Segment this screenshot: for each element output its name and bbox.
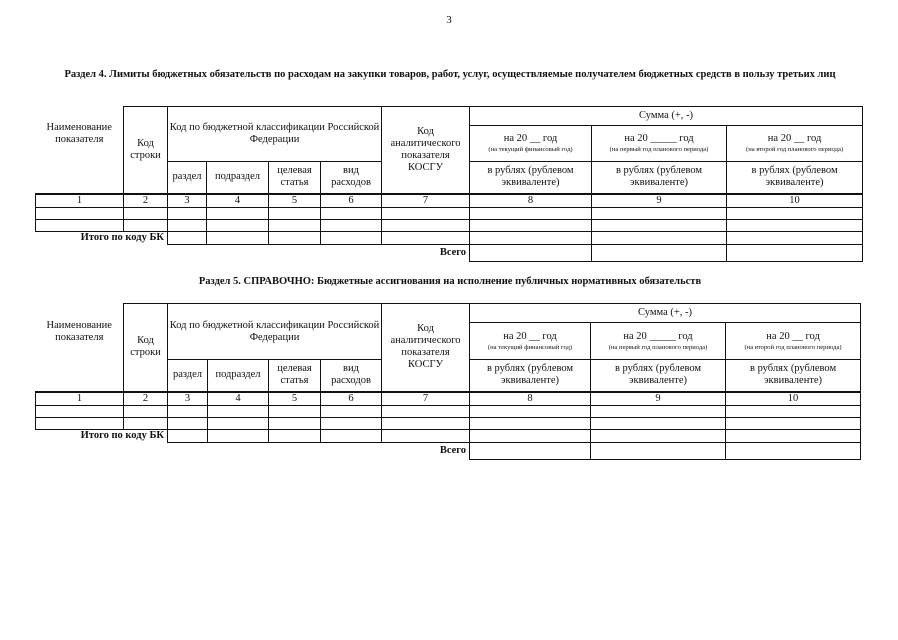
itogo-row [36,430,861,443]
header-kosgu: Код аналитического показателя КОСГУ [382,304,470,392]
vsego-label: Всего [439,246,467,258]
header-bk: Код по бюджетной классификации Российской Федерации [168,107,382,162]
col-num: 10 [727,194,863,208]
section-4-title: Раздел 4. Лимиты бюджетных обязательств по расходам на закупки товаров, работ, услуг, осуществляемые получателем бюджетных средств в пользу третьих лиц [64,69,836,80]
section-4-table [35,106,863,262]
header-rub-2: в рублях (рублевом эквиваленте) [591,360,726,392]
vsego-row [36,244,863,261]
header-code: Код строки [124,304,168,392]
header-year-2: на 20 _____ год (на первый год планового периода) [592,126,727,162]
col-num: 9 [591,392,726,406]
itogo-row [36,232,863,245]
col-num: 8 [470,392,591,406]
header-name-spacer [36,360,124,392]
column-numbers-row [36,392,861,406]
header-sum: Сумма (+, -) [470,107,863,126]
header-name: Наименование показателя [46,122,112,145]
header-razdel: раздел [168,162,207,194]
column-numbers-row [36,194,863,208]
header-year-3: на 20 __ год (на второй год планового периода) [726,323,861,360]
col-num: 2 [124,194,168,208]
table-row [36,406,861,418]
header-razdel: раздел [168,360,208,392]
col-num: 3 [168,392,208,406]
header-year-2: на 20 _____ год (на первый год планового периода) [591,323,726,360]
header-rub-3: в рублях (рублевом эквиваленте) [726,360,861,392]
header-podrazdel: подраздел [208,360,269,392]
header-rub-2: в рублях (рублевом эквиваленте) [592,162,727,194]
col-num: 2 [124,392,168,406]
header-name: Наименование показателя [46,319,112,343]
vsego-label: Всего [439,444,467,456]
header-tselevaya: целевая статья [269,360,321,392]
header-rub-1: в рублях (рублевом эквиваленте) [470,162,592,194]
header-year-1: на 20 __ год (на текущий финансовый год) [470,126,592,162]
col-num: 6 [321,194,382,208]
header-tselevaya: целевая статья [269,162,321,194]
col-num: 7 [382,194,470,208]
col-num: 8 [470,194,592,208]
header-vid: вид расходов [321,162,382,194]
table-row [36,220,863,232]
header-vid: вид расходов [321,360,382,392]
page-number: 3 [446,14,452,26]
table-row [36,208,863,220]
col-num: 4 [207,194,269,208]
header-rub-3: в рублях (рублевом эквиваленте) [727,162,863,194]
col-num: 3 [168,194,207,208]
header-rub-1: в рублях (рублевом эквиваленте) [470,360,591,392]
col-num: 1 [36,392,124,406]
section-5-title: Раздел 5. СПРАВОЧНО: Бюджетные ассигнования на исполнение публичных нормативных обязательств [198,276,702,287]
col-num: 9 [592,194,727,208]
vsego-row [36,442,861,459]
header-year-1: на 20 __ год (на текущий финансовый год) [470,323,591,360]
table-row [36,418,861,430]
col-num: 7 [382,392,470,406]
header-sum: Сумма (+, -) [470,304,861,323]
itogo-label: Итого по коду БК [80,232,164,243]
col-num: 5 [269,392,321,406]
col-num: 6 [321,392,382,406]
itogo-label: Итого по коду БК [80,430,164,441]
section-5-table [35,303,861,460]
col-num: 4 [208,392,269,406]
header-name-spacer [36,162,124,194]
header-code: Код строки [124,107,168,194]
header-bk: Код по бюджетной классификации Российской Федерации [168,304,382,360]
col-num: 1 [36,194,124,208]
header-kosgu: Код аналитического показателя КОСГУ [382,107,470,194]
col-num: 5 [269,194,321,208]
header-podrazdel: подраздел [207,162,269,194]
header-year-3: на 20 __ год (на второй год планового периода) [727,126,863,162]
col-num: 10 [726,392,861,406]
